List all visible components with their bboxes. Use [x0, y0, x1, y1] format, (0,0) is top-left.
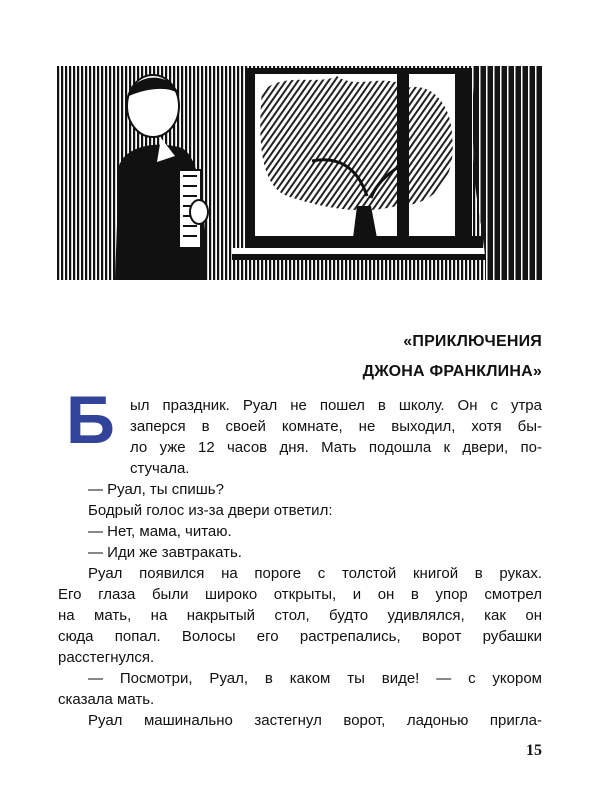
text-line: стучала. [130, 460, 190, 477]
chapter-title-line-2: ДЖОНА ФРАНКЛИНА» [362, 363, 542, 380]
text-line: сказала мать. [58, 691, 155, 708]
text-line: — Нет, мама, читаю. [88, 523, 232, 540]
page-number: 15 [526, 742, 542, 759]
text-line: на мать, на накрытый стол, будто удивлялся, как он [58, 607, 542, 624]
text-line: Руал машинально застегнул ворот, ладонью пригла- [88, 712, 542, 729]
chapter-title-line-1: «ПРИКЛЮЧЕНИЯ [403, 333, 542, 350]
text-line: — Посмотри, Руал, в каком ты виде! — с укором [88, 670, 542, 687]
engraving-boy-at-window [57, 66, 542, 280]
text-line: — Руал, ты спишь? [88, 481, 224, 498]
text-line: Бодрый голос из-за двери ответил: [88, 502, 333, 519]
text-line: расстегнулся. [58, 649, 155, 666]
text-line: ыл праздник. Руал не пошел в школу. Он с утра [130, 397, 542, 414]
text-line: заперся в своей комнате, не выходил, хотя бы- [130, 418, 542, 435]
drop-cap: Б [66, 382, 115, 458]
text-line: Руал появился на пороге с толстой книгой в руках. [88, 565, 542, 582]
text-line: — Иди же завтракать. [88, 544, 242, 561]
text-line: ло уже 12 часов дня. Мать подошла к двери, по- [130, 439, 542, 456]
text-line: Его глаза были широко открыты, и он в упор смотрел [58, 586, 542, 603]
text-line: сюда попал. Волосы его растрепались, ворот рубашки [58, 628, 542, 645]
